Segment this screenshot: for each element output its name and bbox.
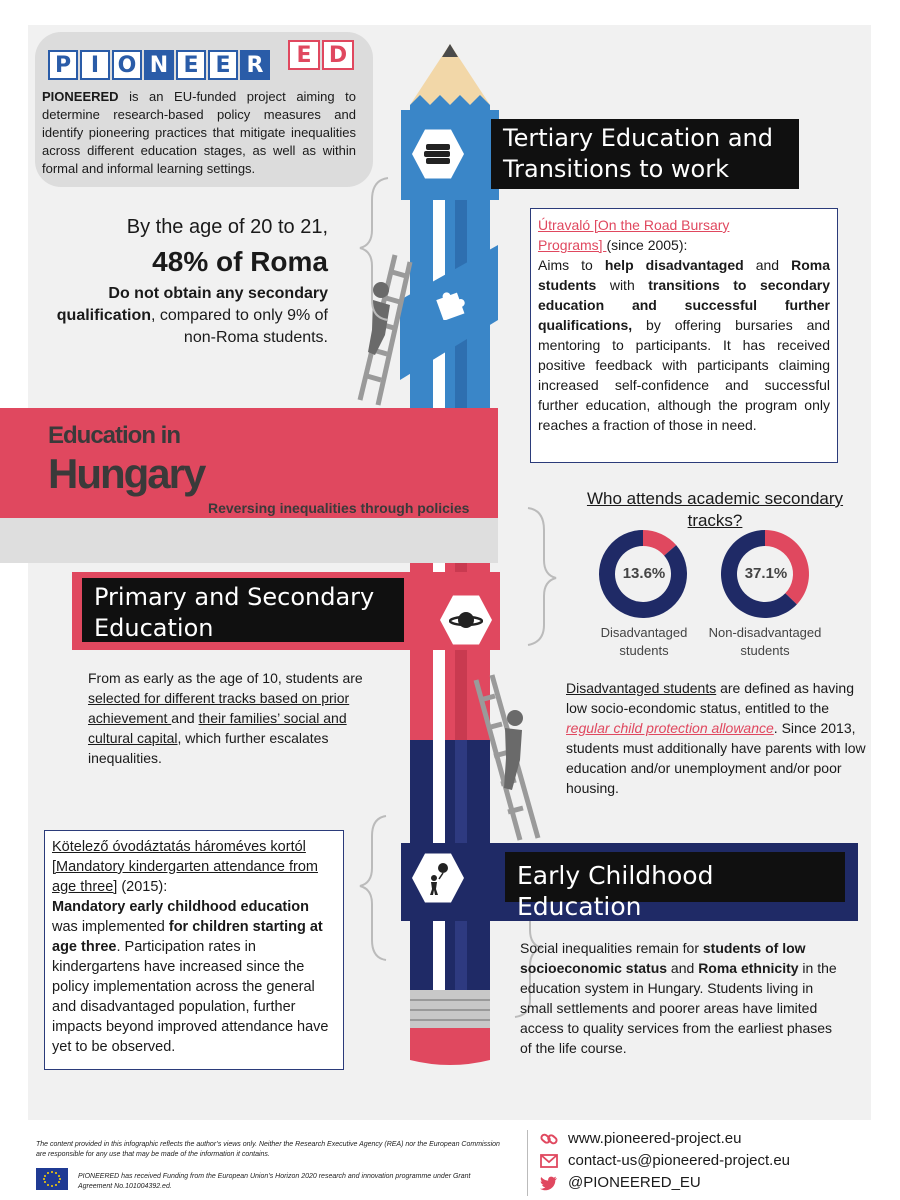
pioneered-logo <box>48 50 270 80</box>
utravalo-t2: and <box>743 257 792 273</box>
utravalo-b2: Roma students <box>538 257 831 293</box>
website-link[interactable]: www.pioneered-project.eu <box>568 1130 742 1147</box>
kg-t2: . Participation rates in kindergartens have increased since the policy implementation across the general and disadvantaged population, further impacts beyond improved attendance have yet to be observed. <box>52 939 329 1055</box>
logo-letter: I <box>80 50 110 80</box>
roma-line3-bold: Do not obtain any secondary qualification <box>56 285 328 324</box>
donut-caption-disadvantaged <box>584 624 704 660</box>
logo-letter: P <box>48 50 78 80</box>
logo-letter: O <box>112 50 142 80</box>
roma-line3-rest: , compared to only 9% of non-Roma students. <box>151 307 328 346</box>
intro-body: is an EU-funded project aiming to determine research-based policy measures and identify pioneering practices that mitigate inequalities across different education stages, as well as within formal and informal learning settings. <box>42 89 356 176</box>
academic-title-line1: Who attends academic secondary <box>586 489 844 508</box>
early-t3: in the education system in Hungary. Students living in small settlements and poorer areas have limited access to quality services from the earliest phases of the life course. <box>520 960 837 1056</box>
eu-stars-icon <box>36 1168 68 1190</box>
def-u1: Disadvantaged students <box>566 680 717 696</box>
primary-title-line1: Primary and Secondary <box>94 583 375 611</box>
early-b2: Roma ethnicity <box>698 960 799 976</box>
logo-ed-letter: D <box>322 40 354 70</box>
donut-caption-non-disadvantaged <box>698 624 832 660</box>
pencil-eraser <box>410 1028 490 1065</box>
primary-t2: and <box>171 710 199 726</box>
logo-ed-letter: E <box>288 40 320 70</box>
brace-academic <box>528 508 556 645</box>
def-t2: . Since 2013, students must additionally have parents with low education and/or unemployment and/or poor housing. <box>566 720 866 796</box>
primary-t1: From as early as the age of 10, students are <box>88 670 363 686</box>
early-t2: and <box>667 960 699 976</box>
roma-stat <box>40 213 328 349</box>
caption-line1: Non-disadvantaged <box>708 625 822 640</box>
early-t1: Social inequalities remain for <box>520 940 703 956</box>
academic-title-line2: tracks? <box>687 511 743 530</box>
hungary-banner <box>0 408 498 518</box>
primary-title <box>82 578 404 642</box>
figure-head-mid <box>507 710 523 726</box>
banner-shadow <box>0 518 498 563</box>
academic-title <box>560 488 870 532</box>
twitter-handle[interactable]: @PIONEERED_EU <box>568 1174 701 1191</box>
child-balloon-icon <box>423 861 453 895</box>
email-link[interactable]: contact-us@pioneered-project.eu <box>568 1152 791 1169</box>
twitter-icon <box>540 1175 558 1191</box>
pencil-lead <box>442 44 458 57</box>
utravalo-b1: help disadvantaged <box>604 257 744 273</box>
brace-kindergarten <box>360 816 386 960</box>
early-title: Early Childhood Education <box>505 852 845 902</box>
primary-u2: their families’ social and cultural capital <box>88 710 347 746</box>
def-t1: are defined as having low socio-econdomic status, entitled to the <box>566 680 854 716</box>
utravalo-since: (since 2005): <box>606 237 688 253</box>
email-icon <box>540 1154 558 1168</box>
link-icon <box>540 1131 558 1147</box>
utravalo-t1: Aims to <box>538 257 605 273</box>
roma-line3 <box>40 283 328 349</box>
intro-bold: PIONEERED <box>42 89 119 104</box>
banner-title-2: Hungary <box>48 450 205 497</box>
banner-subtitle: Reversing inequalities through policies <box>208 500 470 516</box>
planet-icon <box>449 608 483 632</box>
tertiary-title-line1: Tertiary Education and <box>503 124 773 152</box>
kg-t1: was implemented <box>52 919 169 935</box>
logo-letter: N <box>144 50 174 80</box>
roma-percentage: 48% of Roma <box>152 246 328 277</box>
primary-title-line2: Education <box>94 614 214 642</box>
utravalo-t3: with <box>596 277 649 293</box>
disadvantaged-definition <box>566 678 871 798</box>
utravalo-box <box>530 208 838 463</box>
primary-u1: selected for different tracks based on prior achievement <box>88 690 350 726</box>
kindergarten-year: (2015): <box>117 879 168 895</box>
logo-ed <box>288 40 354 70</box>
logo-letter: E <box>176 50 206 80</box>
caption-line2: students <box>619 643 669 658</box>
primary-text <box>88 668 388 768</box>
footer-disclaimer: The content provided in this infographic reflects the author’s views only. Neither the Research Executive Agency (REA) nor the European Commission are responsible for any use that may be made of the information it contains. <box>36 1141 500 1158</box>
kindergarten-box <box>44 830 344 1070</box>
logo-letter: E <box>208 50 238 80</box>
utravalo-b3: transitions to secondary education and successful further qualifications, <box>538 277 830 333</box>
caption-line1: Disadvantaged <box>600 625 688 640</box>
puzzle-icon <box>432 286 466 320</box>
footer-divider <box>527 1130 528 1196</box>
early-b1: students of low socioeconomic status <box>520 940 806 976</box>
email-row[interactable] <box>540 1150 790 1172</box>
intro-text <box>42 88 356 178</box>
logo-letter: R <box>240 50 270 80</box>
footer-funding: PIONEERED has received Funding from the European Union’s Horizon 2020 research and innovation programme under Grant Agreement No.101004392.ed. <box>78 1173 471 1190</box>
kg-b2: for children starting at age three <box>52 919 323 955</box>
roma-line1: By the age of 20 to 21, <box>126 216 328 238</box>
tertiary-title <box>491 119 799 189</box>
website-row[interactable] <box>540 1128 741 1150</box>
utravalo-link-2[interactable]: Programs] <box>538 237 607 253</box>
tertiary-title-line2: Transitions to work <box>503 155 729 183</box>
utravalo-t4: by offering bursaries and mentoring to participants. It has received positive feedback with participants claiming increased self-confidence and successful further education, although the program only reaches a fraction of those in need. <box>538 317 830 433</box>
early-text <box>520 938 838 1058</box>
books-icon <box>423 141 453 167</box>
kg-b1: Mandatory early childhood education <box>52 899 310 915</box>
eu-flag <box>36 1168 68 1190</box>
child-protection-link[interactable]: regular child protection allowance <box>566 720 774 736</box>
primary-t3: , which further escalates inequalities. <box>88 730 329 766</box>
utravalo-link[interactable]: Útravaló [On the Road Bursary <box>538 217 730 233</box>
donut-label-non-disadvantaged: 37.1% <box>744 565 788 582</box>
donut-label-disadvantaged: 13.6% <box>622 565 666 582</box>
caption-line2: students <box>740 643 790 658</box>
banner-title-1: Education in <box>48 422 180 449</box>
kindergarten-link[interactable]: Kötelező óvodáztatás hároméves kortól [Mandatory kindergarten attendance from age three] <box>52 839 318 895</box>
figure-head-top <box>373 282 389 298</box>
twitter-row[interactable] <box>540 1172 701 1194</box>
